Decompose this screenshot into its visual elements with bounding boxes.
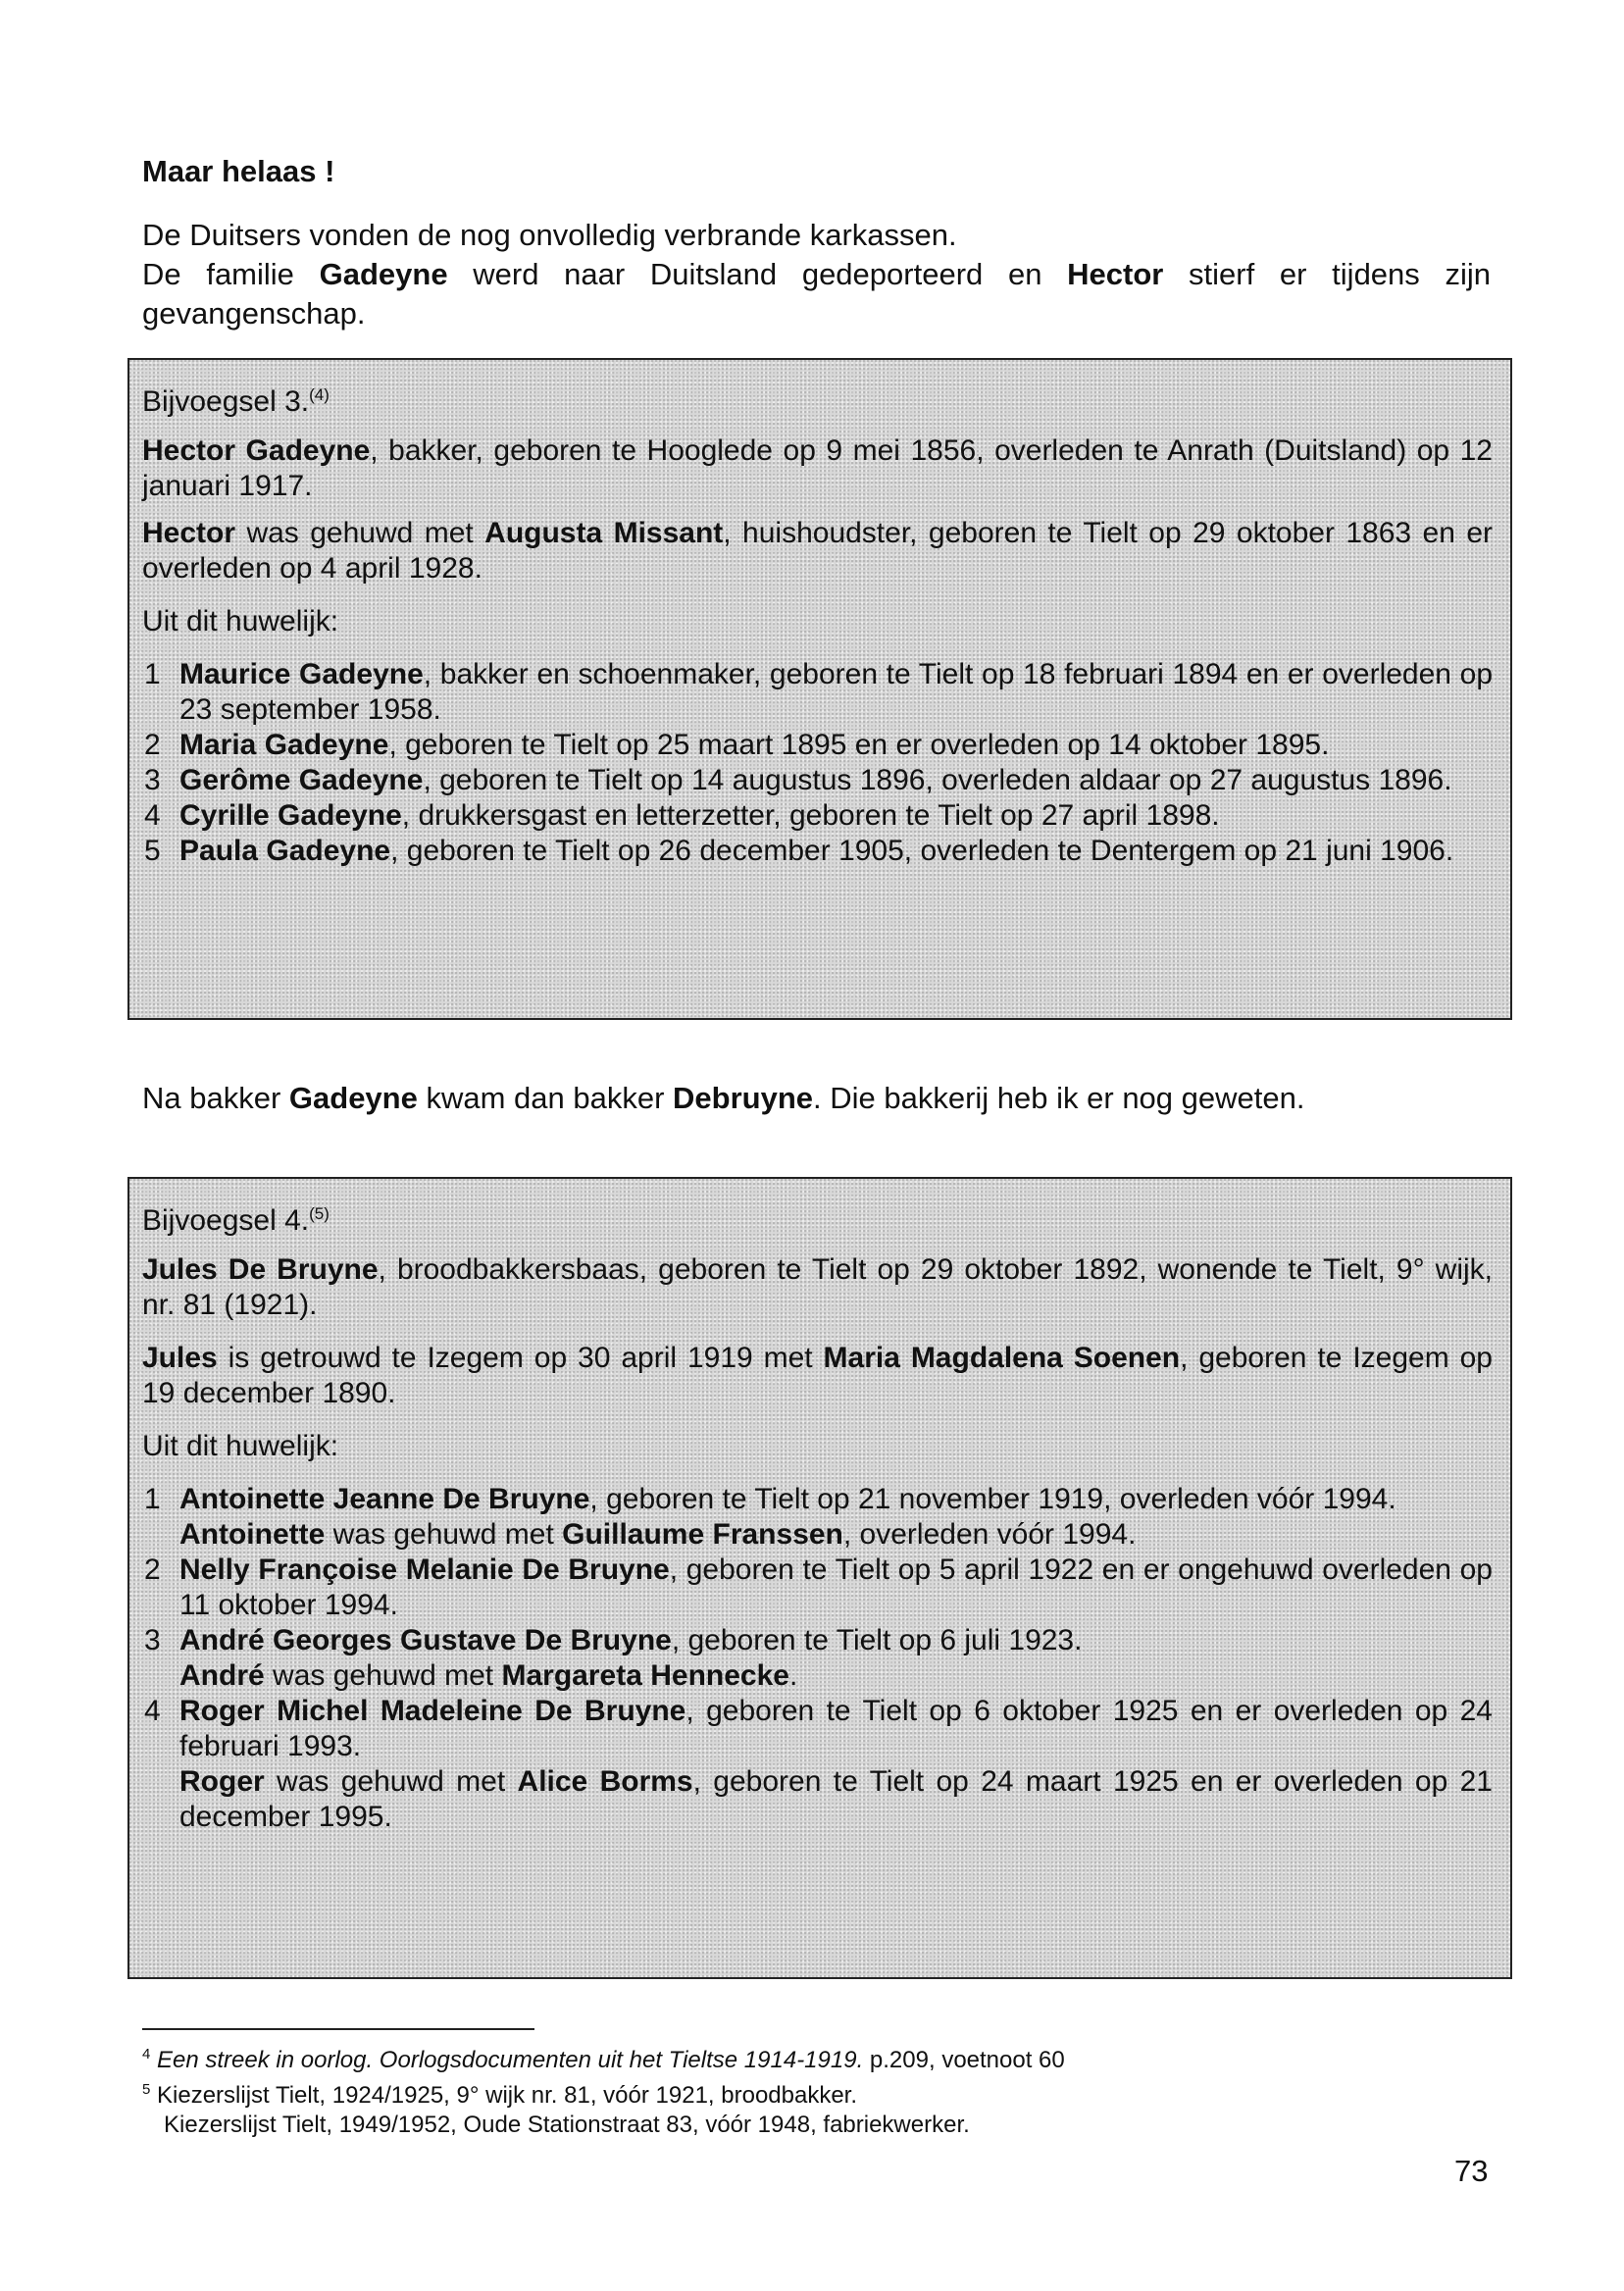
footnotes	[142, 2040, 1417, 2140]
list-item: 2 Maria Gadeyne, geboren te Tielt op 25 maart 1895 en er overleden op 14 oktober 1895.	[144, 729, 1330, 761]
footnote-5-continued: Kiezerslijst Tielt, 1949/1952, Oude Stationstraat 83, vóór 1948, fabriekwerker.	[164, 2112, 970, 2138]
list-item: 3 André Georges Gustave De Bruyne, geboren te Tielt op 6 juli 1923. André was gehuwd met Margareta Hennecke.	[142, 1623, 1493, 1694]
list-item: 1 Antoinette Jeanne De Bruyne, geboren te Tielt op 21 november 1919, overleden vóór 1994. Antoinette was gehuwd met Guillaume Franssen, overleden vóór 1994.	[142, 1482, 1493, 1553]
family-name: Gadeyne	[319, 257, 448, 291]
list-item: 5 Paula Gadeyne, geboren te Tielt op 26 december 1905, overleden te Dentergem op 21 juni 1906.	[144, 835, 1454, 867]
footnote-ref: (4)	[309, 385, 330, 404]
appendix-label: Bijvoegsel 3.$^{(4)}$	[142, 385, 330, 418]
list-item: 4 Cyrille Gadeyne, drukkersgast en letterzetter, geboren te Tielt op 27 april 1898.	[144, 799, 1220, 832]
appendix-paragraph: Hector was gehuwd met Augusta Missant, huishoudster, geboren te Tielt op 29 oktober 1863 en er overleden op 4 april 1928.	[142, 517, 1493, 585]
footnote-4: $^4$ Een streek in oorlog. Oorlogsdocumenten uit het Tieltse 1914-1919. p.209, voetnoot 60	[142, 2046, 1065, 2073]
appendix-label: Bijvoegsel 4.$^{(5)}$	[142, 1204, 330, 1237]
children-intro: Uit dit huwelijk:	[142, 1430, 339, 1462]
children-list	[142, 657, 1493, 869]
appendix-paragraph: Hector Gadeyne, bakker, geboren te Hooglede op 9 mei 1856, overleden te Anrath (Duitsland) op 12 januari 1917.	[142, 434, 1493, 502]
section-heading: Maar helaas !	[142, 154, 335, 188]
list-item: 4 Roger Michel Madeleine De Bruyne, geboren te Tielt op 6 oktober 1925 en er overleden op 24 februari 1993. Roger was gehuwd met Alice Borms, geboren te Tielt op 24 maart 1925 en er overleden op 21 december 1995.	[144, 1695, 1493, 1833]
spouse-line: André was gehuwd met Margareta Hennecke.	[179, 1659, 798, 1692]
person-name: Hector	[1067, 257, 1164, 291]
appendix-box-3	[127, 358, 1512, 1020]
spouse-line: Antoinette was gehuwd met Guillaume Franssen, overleden vóór 1994.	[179, 1518, 1137, 1551]
appendix-paragraph: Jules is getrouwd te Izegem op 30 april 1919 met Maria Magdalena Soenen, geboren te Izegem op 19 december 1890.	[142, 1342, 1493, 1409]
children-intro: Uit dit huwelijk:	[142, 605, 339, 637]
footnote-ref: (5)	[309, 1204, 330, 1223]
intro-paragraph	[142, 216, 1491, 333]
footnote-divider	[142, 2028, 534, 2030]
children-list	[142, 1482, 1493, 1835]
page-number: 73	[1454, 2154, 1489, 2188]
transition-paragraph: Na bakker Gadeyne kwam dan bakker Debruyne. Die bakkerij heb ik er nog geweten.	[142, 1081, 1305, 1115]
spouse-line: Roger was gehuwd met Alice Borms, geboren te Tielt op 24 maart 1925 en er overleden op 21 december 1995.	[179, 1765, 1493, 1833]
intro-line-2: De familie Gadeyne werd naar Duitsland gedeporteerd en Hector stierf er tijdens zijn gevangenschap.	[142, 257, 1491, 331]
intro-line-1: De Duitsers vonden de nog onvolledig verbrande karkassen.	[142, 218, 957, 252]
list-item: 1 Maurice Gadeyne, bakker en schoenmaker, geboren te Tielt op 18 februari 1894 en er overleden op 23 september 1958.	[144, 658, 1493, 726]
list-item: 2 Nelly Françoise Melanie De Bruyne, geboren te Tielt op 5 april 1922 en er ongehuwd overleden op 11 oktober 1994.	[144, 1553, 1493, 1621]
appendix-box-4	[127, 1177, 1512, 1979]
appendix-paragraph: Jules De Bruyne, broodbakkersbaas, geboren te Tielt op 29 oktober 1892, wonende te Tielt, 9° wijk, nr. 81 (1921).	[142, 1253, 1493, 1321]
footnote-5: $^5$ Kiezerslijst Tielt, 1924/1925, 9° wijk nr. 81, vóór 1921, broodbakker.	[142, 2081, 858, 2109]
list-item: 3 Gerôme Gadeyne, geboren te Tielt op 14 augustus 1896, overleden aldaar op 27 augustus 1896.	[144, 764, 1452, 796]
